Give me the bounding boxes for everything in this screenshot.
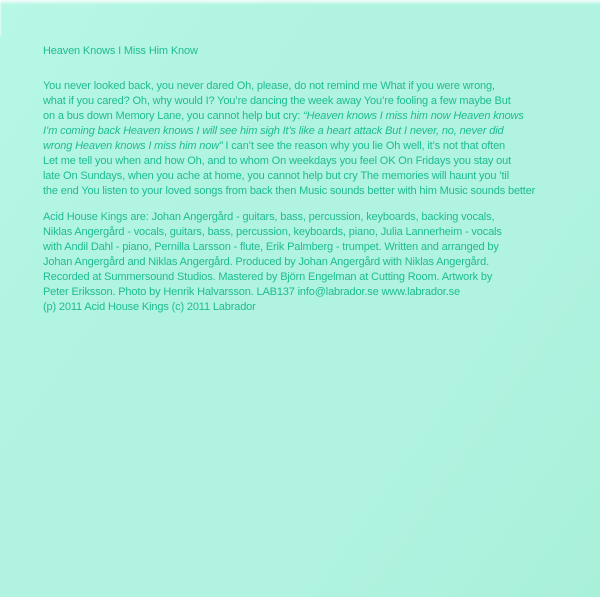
lyrics-text: You never looked back, you never dared Oh, please, do not remind me What if you were wrong, [43, 80, 495, 92]
lyrics-quoted-refrain: wrong Heaven knows I miss him now” [43, 140, 223, 152]
lyrics-quoted-refrain: “Heaven knows I miss him now Heaven knows [303, 110, 524, 122]
lyrics-quoted-refrain: I’m coming back Heaven knows I will see him sigh It’s like a heart attack But I never, no, never did [43, 125, 504, 137]
song-title: Heaven Knows I Miss Him Know [43, 45, 198, 57]
credits-paragraph [43, 210, 586, 315]
lyrics-line [43, 154, 586, 169]
lyrics-text: late On Sundays, when you ache at home, you cannot help but cry The memories will haunt you ’til [43, 170, 509, 182]
scan-edge-left [0, 0, 2, 36]
credits-line: Recorded at Summersound Studios. Mastered by Björn Engelman at Cutting Room. Artwork by [43, 271, 493, 283]
credits-line: Peter Eriksson. Photo by Henrik Halvarsson. LAB137 info@labrador.se www.labrador.se [43, 286, 460, 298]
lyrics-text: on a bus down Memory Lane, you cannot help but cry: [43, 110, 304, 122]
lyrics-line [43, 139, 586, 154]
lyrics-line [43, 184, 586, 199]
lyrics-line [43, 109, 586, 124]
credits-line: Johan Angergård and Niklas Angergård. Produced by Johan Angergård with Niklas Angergård. [43, 256, 490, 268]
liner-notes [43, 44, 586, 315]
lyrics-text: what if you cared? Oh, why would I? You’re dancing the week away You’re fooling a few maybe But [43, 95, 511, 107]
credits-line: with Andil Dahl - piano, Pernilla Larsson - flute, Erik Palmberg - trumpet. Written and arranged by [43, 241, 499, 253]
lyrics-text: Let me tell you when and how Oh, and to whom On weekdays you feel OK On Fridays you stay out [43, 155, 512, 167]
lyrics-text: the end You listen to your loved songs from back then Music sounds better with him Music sounds better [43, 185, 536, 197]
credits-line: (p) 2011 Acid House Kings (c) 2011 Labrador [43, 301, 256, 313]
scan-edge-top [0, 0, 600, 5]
lyrics-line [43, 94, 586, 109]
lyrics-paragraph [43, 79, 586, 199]
credits-line: Acid House Kings are: Johan Angergård - guitars, bass, percussion, keyboards, backing vocals, [43, 211, 495, 223]
credits-line: Niklas Angergård - vocals, guitars, bass, percussion, keyboards, piano, Julia Lannerheim - vocals [43, 226, 502, 238]
lyrics-text: I can’t see the reason why you lie Oh well, it’s not that often [222, 140, 506, 152]
lyrics-line [43, 79, 586, 94]
lyrics-line [43, 169, 586, 184]
lyrics-line [43, 124, 586, 139]
